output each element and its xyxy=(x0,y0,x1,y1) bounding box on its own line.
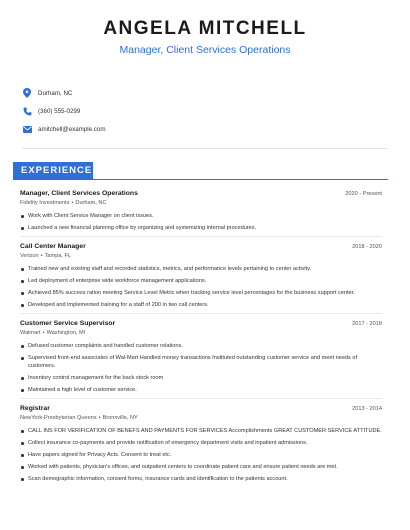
job-location: Washington, MI xyxy=(46,330,86,336)
job-location: Bronxville, NY xyxy=(102,415,138,421)
job-company: Fidelity Investments xyxy=(20,200,70,206)
bullet-item: CALL INS FOR VERIFICATION OF BENEFS AND PAYMENTS FOR SERVICES Accomplishments GREAT CUSTOMER SERVICE ATTITUDE. xyxy=(20,427,382,435)
job-bullets xyxy=(20,342,382,394)
job-bullets xyxy=(20,427,382,483)
job-dates: 2017 - 2018 xyxy=(352,321,382,327)
bullet-item: Work with Client Service Manager on client issues. xyxy=(20,212,382,220)
contact-email xyxy=(22,120,106,138)
job-entry xyxy=(20,243,382,309)
job-company: NewYork-Presbyterian Queens xyxy=(20,415,97,421)
header-divider xyxy=(22,148,388,149)
contact-list xyxy=(22,84,106,138)
email-text[interactable]: amitchell@example.com xyxy=(38,125,106,133)
bullet-item: Defused customer complaints and handled customer relations. xyxy=(20,342,382,350)
job-title: Manager, Client Services Operations xyxy=(20,190,138,197)
resume-header xyxy=(0,0,410,57)
bullet-item: Achieved 85% success ration meeting Service Level Metric when tracking service level percentages for the business support center. xyxy=(20,289,382,297)
bullet-item: Supervised front-end associates of Wal-Mart Handled money transactions Instituted outstanding customer service and meet needs of customers. xyxy=(20,354,382,370)
bullet-item: Worked with patients, physician's offices, and outpatient centers to coordinate patient care and ensure patient needs are met. xyxy=(20,463,382,471)
bullet-item: Have papers signed for Privacy Acts. Consent to treat etc. xyxy=(20,451,382,459)
bullet-item: Developed and implemented training for a staff of 200 in two call centers. xyxy=(20,301,382,309)
phone-icon xyxy=(22,106,32,116)
bullet-item: Inventory control management for the back stock room xyxy=(20,374,382,382)
job-meta: NewYork-Presbyterian Queens • Bronxville, NY xyxy=(20,415,138,421)
job-divider xyxy=(20,313,382,314)
experience-heading: EXPERIENCE xyxy=(13,162,93,179)
envelope-icon xyxy=(22,124,32,134)
contact-phone xyxy=(22,102,106,120)
job-company: Verizon xyxy=(20,253,39,259)
job-entry xyxy=(20,190,382,232)
bullet-item: Maintained a high level of customer service. xyxy=(20,386,382,394)
bullet-item: Trained new and existing staff and recorded statistics, metrics, and performance levels pertaining to center activity. xyxy=(20,265,382,273)
job-title: Registrar xyxy=(20,405,50,412)
bullet-item: Launched a new financial planning office by organizing and systemizing internal procedures. xyxy=(20,224,382,232)
job-entry xyxy=(20,320,382,394)
job-title: Customer Service Supervisor xyxy=(20,320,116,327)
job-meta: Fidelity Investments • Durham, NC xyxy=(20,200,107,206)
job-bullets xyxy=(20,212,382,232)
job-dates: 2018 - 2020 xyxy=(352,244,382,250)
bullet-item: Collect insurance co-payments and provide notification of emergency department visits and inpatient admissions. xyxy=(20,439,382,447)
job-title: Call Center Manager xyxy=(20,243,86,250)
job-dates: 2020 - Present xyxy=(345,191,382,197)
job-dates: 2013 - 2014 xyxy=(352,406,382,412)
location-text: Durham, NC xyxy=(38,89,73,97)
experience-heading-rule xyxy=(13,179,388,180)
job-divider xyxy=(20,236,382,237)
phone-text: (360) 555-0299 xyxy=(38,107,81,115)
job-company: Walmart xyxy=(20,330,41,336)
candidate-name: ANGELA MITCHELL xyxy=(103,18,307,39)
experience-list xyxy=(20,190,382,487)
job-location: Tampa, FL xyxy=(44,253,72,259)
bullet-item: Scan demographic information, consent forms, insurance cards and identification to the patients account. xyxy=(20,475,382,483)
job-meta: Verizon • Tampa, FL xyxy=(20,253,72,259)
contact-location xyxy=(22,84,106,102)
candidate-title: Manager, Client Services Operations xyxy=(119,44,291,56)
job-entry xyxy=(20,405,382,483)
job-location: Durham, NC xyxy=(75,200,107,206)
job-meta: Walmart • Washington, MI xyxy=(20,330,86,336)
bullet-item: Led deployment of enterprise wide workforce management applications. xyxy=(20,277,382,285)
job-bullets xyxy=(20,265,382,309)
location-pin-icon xyxy=(22,88,32,98)
job-divider xyxy=(20,398,382,399)
